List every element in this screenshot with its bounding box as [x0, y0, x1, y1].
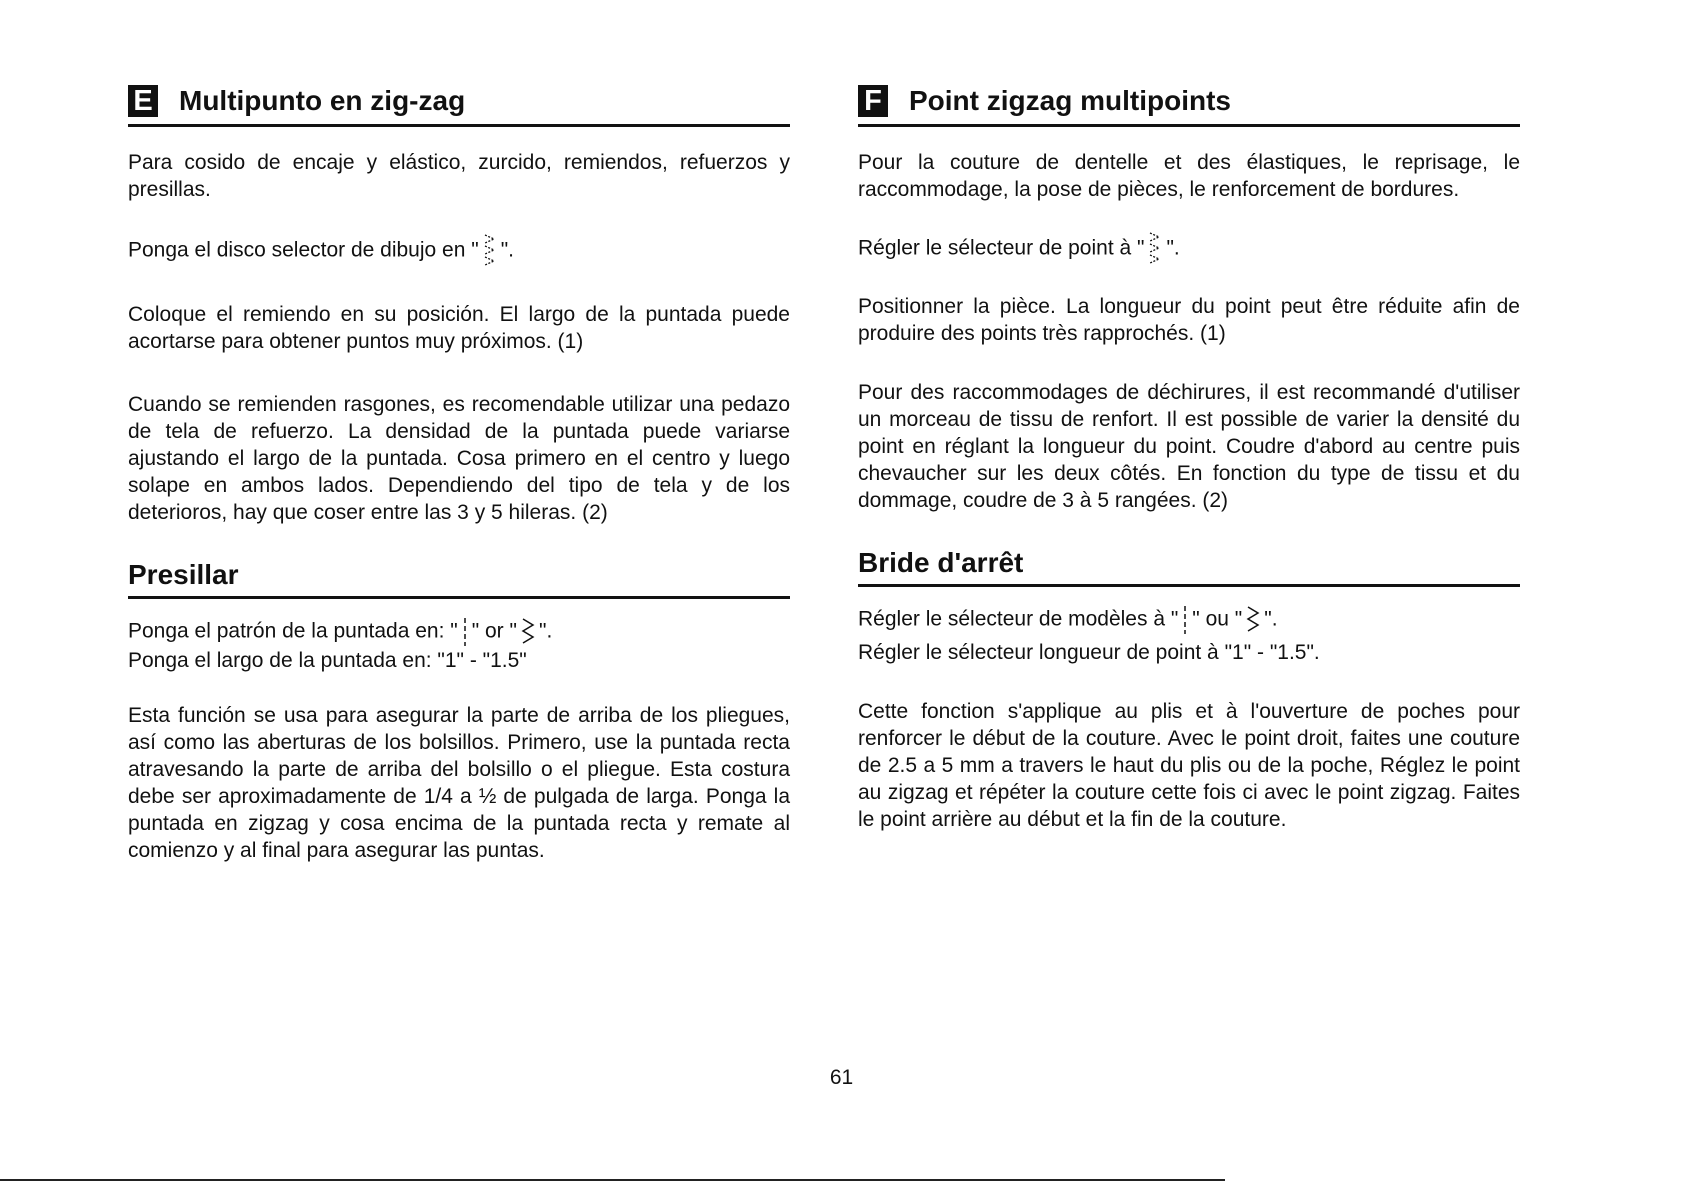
section-heading-e: [128, 84, 790, 127]
selector-text-prefix: Ponga el disco selector de dibujo en ": [128, 238, 479, 262]
page-number: 61: [829, 1066, 854, 1089]
straight-stitch-icon: [1182, 605, 1188, 635]
length-instruction: Régler le sélecteur longueur de point à "1" - "1.5".: [858, 641, 1320, 664]
section-heading-f: [858, 84, 1520, 127]
paragraph-tears: Cuando se remienden rasgones, es recomendable utilizar una pedazo de tela de refuerzo. La densidad de la puntada puede variarse ajustando el largo de la puntada. Cosa primero en el centro y luego solape en ambos lados. Dependiendo del tipo de tela y de los deterioros, hay que coser entre las 3 y 5 hileras. (2): [128, 393, 790, 524]
intro-paragraph: Pour la couture de dentelle et des élastiques, le reprisage, le raccommodage, la pose de pièces, le renforcement de bordures.: [858, 151, 1520, 201]
selector-instruction: [858, 231, 1520, 267]
section-title: Point zigzag multipoints: [909, 85, 1231, 116]
intro-paragraph: Para cosido de encaje y elástico, zurcido, remiendos, refuerzos y presillas.: [128, 151, 790, 201]
selector-text-suffix: ".: [500, 238, 514, 262]
paragraph-tears: Pour des raccommodages de déchirures, il est recommandé d'utiliser un morceau de tissu de renfort. Il est possible de varier la densité du point en réglant la longueur du point. Coudre d'abord au centre puis chevaucher sur les deux côtés. En fonction du type de tissu et du dommage, coudre de 3 à 5 rangées. (2): [858, 381, 1520, 512]
paragraph-function: Esta función se usa para asegurar la parte de arriba de los pliegues, así como las aberturas de los bolsillos. Primero, use la puntada recta atravesando la parte de arriba del bolsillo o el pliegue. Esta costura debe ser aproximadamente de 1/4 a ½ de pulgada de larga. Ponga la puntada en zigzag y cosa encima de la puntada recta y remate al comienzo y al final para asegurar las puntas.: [128, 704, 790, 862]
selector-text-prefix: Régler le sélecteur de point à ": [858, 236, 1145, 260]
subsection-title: Presillar: [128, 559, 239, 590]
multi-step-zigzag-icon: [1148, 231, 1162, 267]
pattern-text-prefix: Ponga el patrón de la puntada en: ": [128, 619, 458, 643]
zigzag-stitch-icon: [521, 617, 535, 647]
french-column: [858, 84, 1520, 833]
paragraph-position: Coloque el remiendo en su posición. El largo de la puntada puede acortarse para obtener puntos muy próximos. (1): [128, 303, 790, 353]
pattern-instruction: [128, 617, 790, 647]
selector-text-suffix: ".: [1166, 236, 1180, 260]
multi-step-zigzag-icon: [483, 233, 497, 269]
paragraph-position: Positionner la pièce. La longueur du point peut être réduite afin de produire des points très rapprochés. (1): [858, 295, 1520, 345]
subsection-title: Bride d'arrêt: [858, 547, 1024, 578]
section-badge: E: [128, 85, 158, 117]
subsection-heading: [858, 546, 1520, 587]
paragraph-function: Cette fonction s'applique au plis et à l'ouverture de poches pour renforcer le début de la couture. Avec le point droit, faites une couture de 2.5 a 5 mm a travers le haut du plis ou de la poche, Réglez le point au zigzag et répéter la couture cette fois ci avec le point zigzag. Faites le point arrière au début et la fin de la couture.: [858, 700, 1520, 831]
spanish-column: [128, 84, 790, 864]
pattern-text-suffix: ".: [538, 619, 553, 643]
pattern-text-mid: " or ": [471, 619, 517, 643]
pattern-text-prefix: Régler le sélecteur de modèles à ": [858, 607, 1179, 631]
pattern-instruction: [858, 605, 1520, 635]
length-instruction: Ponga el largo de la puntada en: "1" - "1.5": [128, 649, 527, 672]
selector-instruction: [128, 233, 790, 269]
bottom-divider: [0, 1179, 1225, 1181]
pattern-text-mid: " ou ": [1192, 607, 1243, 631]
section-badge: F: [858, 85, 888, 117]
straight-stitch-icon: [462, 617, 468, 647]
section-title: Multipunto en zig-zag: [179, 85, 466, 116]
subsection-heading: [128, 558, 790, 599]
zigzag-stitch-icon: [1246, 605, 1260, 635]
pattern-text-suffix: ".: [1264, 607, 1278, 631]
